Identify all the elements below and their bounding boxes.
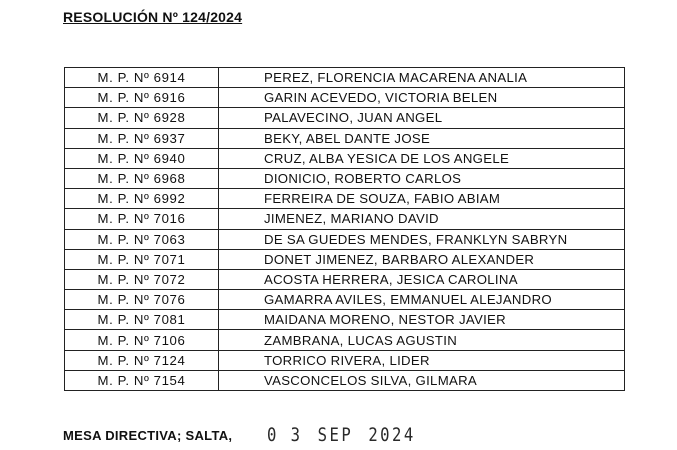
mp-number-cell: M. P. Nº 6940	[65, 148, 219, 168]
resolution-title: RESOLUCIÓN Nº 124/2024	[63, 9, 243, 25]
mp-number-cell: M. P. Nº 7016	[65, 209, 219, 229]
stamp-day: 0 3	[267, 424, 303, 446]
table-row	[65, 108, 625, 128]
table-row	[65, 350, 625, 370]
mp-number-cell: M. P. Nº 7154	[65, 370, 219, 390]
table-row	[65, 189, 625, 209]
footer-label: MESA DIRECTIVA; SALTA,	[63, 428, 233, 443]
mp-number-cell: M. P. Nº 7081	[65, 310, 219, 330]
person-name-cell: MAIDANA MORENO, NESTOR JAVIER	[219, 310, 625, 330]
date-stamp	[267, 424, 419, 446]
person-name-cell: PALAVECINO, JUAN ANGEL	[219, 108, 625, 128]
person-name-cell: ZAMBRANA, LUCAS AGUSTIN	[219, 330, 625, 350]
stamp-year: 2024	[368, 424, 416, 446]
person-name-cell: VASCONCELOS SILVA, GILMARA	[219, 370, 625, 390]
table-row	[65, 209, 625, 229]
mp-number-cell: M. P. Nº 6914	[65, 68, 219, 88]
person-name-cell: TORRICO RIVERA, LIDER	[219, 350, 625, 370]
mp-number-cell: M. P. Nº 6937	[65, 128, 219, 148]
registry-table	[64, 67, 625, 391]
mp-number-cell: M. P. Nº 6992	[65, 189, 219, 209]
person-name-cell: DE SA GUEDES MENDES, FRANKLYN SABRYN	[219, 229, 625, 249]
mp-number-cell: M. P. Nº 7106	[65, 330, 219, 350]
person-name-cell: DONET JIMENEZ, BARBARO ALEXANDER	[219, 249, 625, 269]
mp-number-cell: M. P. Nº 7063	[65, 229, 219, 249]
table-row	[65, 128, 625, 148]
person-name-cell: CRUZ, ALBA YESICA DE LOS ANGELE	[219, 148, 625, 168]
person-name-cell: FERREIRA DE SOUZA, FABIO ABIAM	[219, 189, 625, 209]
mp-number-cell: M. P. Nº 6916	[65, 88, 219, 108]
table-row	[65, 249, 625, 269]
mp-number-cell: M. P. Nº 7124	[65, 350, 219, 370]
mp-number-cell: M. P. Nº 7072	[65, 269, 219, 289]
table-row	[65, 330, 625, 350]
person-name-cell: DIONICIO, ROBERTO CARLOS	[219, 168, 625, 188]
person-name-cell: GARIN ACEVEDO, VICTORIA BELEN	[219, 88, 625, 108]
mp-number-cell: M. P. Nº 7076	[65, 290, 219, 310]
stamp-month: SEP	[317, 424, 354, 446]
person-name-cell: PEREZ, FLORENCIA MACARENA ANALIA	[219, 68, 625, 88]
registry-table-body	[65, 68, 625, 391]
table-row	[65, 68, 625, 88]
person-name-cell: ACOSTA HERRERA, JESICA CAROLINA	[219, 269, 625, 289]
table-row	[65, 310, 625, 330]
table-row	[65, 168, 625, 188]
mp-number-cell: M. P. Nº 7071	[65, 249, 219, 269]
table-row	[65, 370, 625, 390]
mp-number-cell: M. P. Nº 6968	[65, 168, 219, 188]
person-name-cell: GAMARRA AVILES, EMMANUEL ALEJANDRO	[219, 290, 625, 310]
table-row	[65, 148, 625, 168]
mp-number-cell: M. P. Nº 6928	[65, 108, 219, 128]
table-row	[65, 229, 625, 249]
person-name-cell: BEKY, ABEL DANTE JOSE	[219, 128, 625, 148]
table-row	[65, 88, 625, 108]
table-row	[65, 269, 625, 289]
table-row	[65, 290, 625, 310]
person-name-cell: JIMENEZ, MARIANO DAVID	[219, 209, 625, 229]
